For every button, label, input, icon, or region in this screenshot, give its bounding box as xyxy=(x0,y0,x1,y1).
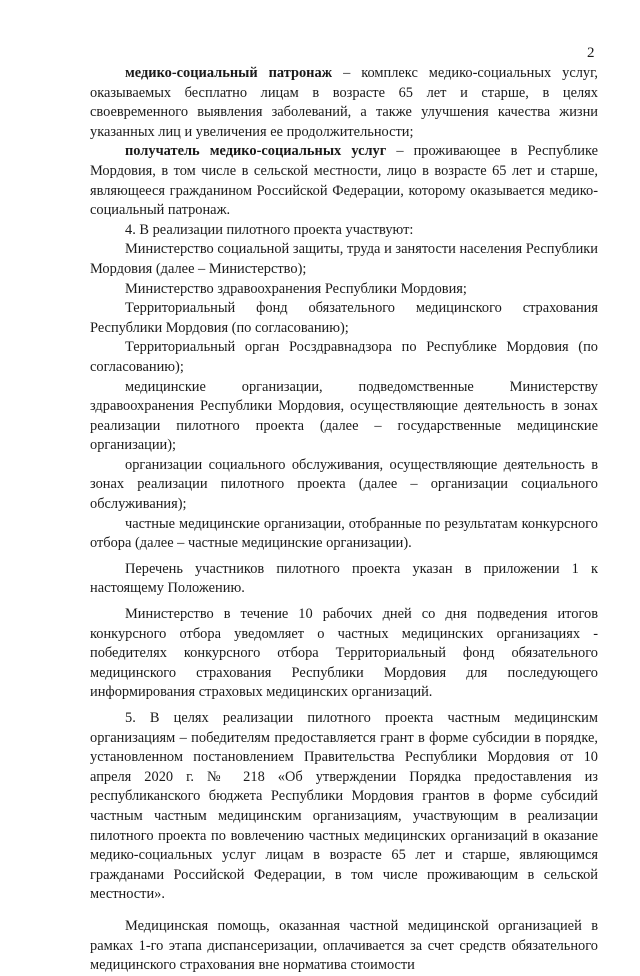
participant-ministry-social: Министерство социальной защиты, труда и занятости населения Республики Мордовия (далее – Министерство); xyxy=(90,241,598,277)
defined-term: медико-социальный патронаж xyxy=(125,65,333,81)
participant-ministry-health: Министерство здравоохранения Республики Мордовия; xyxy=(125,280,467,297)
definition-text: – комплекс медико-социальных услуг, оказываемых бесплатно лицам в возрасте 65 лет и старше, в целях своевременного выявления заболеваний, а также улучшения качества жизни указанных лиц и увеличения ее продолжительности; xyxy=(90,65,598,140)
defined-term: получатель медико-социальных услуг xyxy=(125,143,387,160)
definition-service-recipient xyxy=(90,142,598,220)
participants-list-reference: Перечень участников пилотного проекта указан в приложении 1 к настоящему Положению. xyxy=(90,560,598,597)
participant-state-medical-orgs: медицинские организации, подведомственные Министерству здравоохранения Республики Мордовия, осуществляющие деятельность в зонах реализации пилотного проекта (далее – государственные медицинские организации); xyxy=(90,378,598,454)
participant-insurance-fund: Территориальный фонд обязательного медицинского страхования Республики Мордовия (по согласованию); xyxy=(90,300,598,336)
participant-social-service-orgs: организации социального обслуживания, осуществляющие деятельность в зонах реализации пилотного проекта (далее – организации социального обслуживания); xyxy=(90,456,598,513)
section-4-heading: 4. В реализации пилотного проекта участвуют: xyxy=(125,221,414,238)
medical-care-payment-paragraph: Медицинская помощь, оказанная частной медицинской организацией в рамках 1-го этапа диспансеризации, оплачивается за счет средств обязательного медицинского страхования вне норматива стоимости xyxy=(90,917,598,974)
ministry-notification-paragraph: Министерство в течение 10 рабочих дней со дня подведения итогов конкурсного отбора уведомляет о частных медицинских организациях - победителях конкурсного отбора Территориальный фонд обязательного медицинского страхования Республики Мордовия для последующего информирования страховых медицинских организаций. xyxy=(90,606,598,701)
participant-private-medical-orgs: частные медицинские организации, отобранные по результатам конкурсного отбора (далее – частные медицинские организации). xyxy=(90,515,598,552)
section-5-grant-paragraph: 5. В целях реализации пилотного проекта частным медицинским организациям – победителям предоставляется грант в форме субсидии в порядке, установленном постановлением Правительства Республики Мордовия от 10 апреля 2020 г. № 218 «Об утверждении Порядка предоставления из республиканского бюджета Республики Мордовия грантов в форме субсидий частным частным медицинским организациям, участвующим в реализации пилотного проекта по вовлечению частных медицинских организаций в оказание медико-социальных услуг лицам в возрасте 65 лет и старше, являющимся гражданами Российской Федерации, в том числе проживающим в сельской местности». xyxy=(90,710,598,903)
document-body xyxy=(90,64,598,976)
participant-roszdravnadzor: Территориальный орган Росздравнадзора по Республике Мордовия (по согласованию); xyxy=(90,339,598,375)
definition-text: – проживающее в Республике Мордовия, в том числе в сельской местности, лицо в возрасте 65 лет и старше, являющееся гражданином Российской Федерации, которому оказывается медико-социальный патронаж. xyxy=(90,143,598,219)
page-number: 2 xyxy=(587,45,595,61)
definition-medical-social-patronage xyxy=(90,64,598,142)
